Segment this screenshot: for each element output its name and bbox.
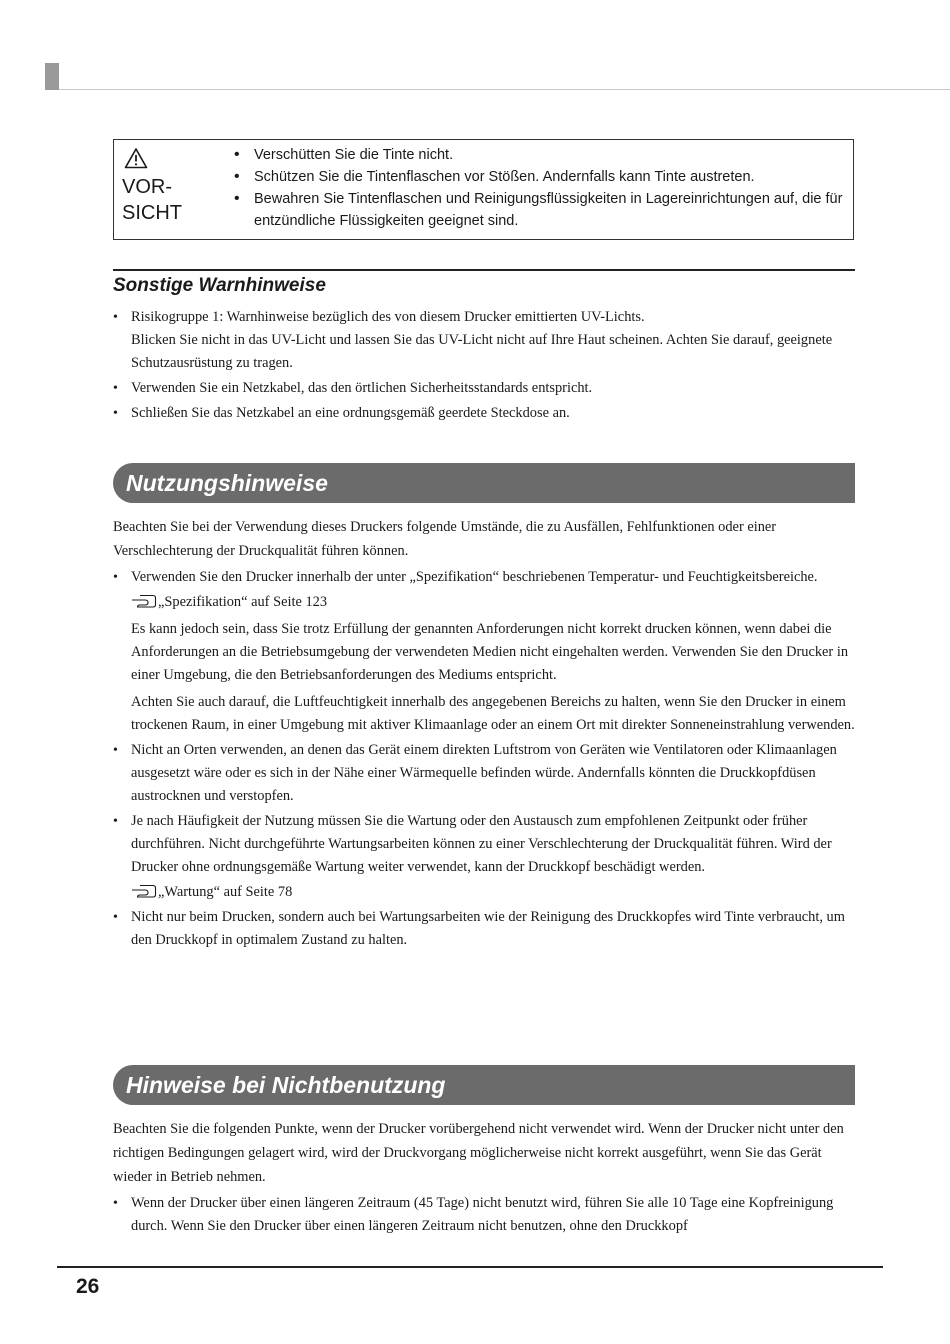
caution-label-line2: SICHT: [122, 202, 182, 224]
caution-label-line1: VOR-: [122, 176, 172, 198]
list-item-paragraph: Achten Sie auch darauf, die Luftfeuchtigkeit innerhalb des angegebenen Bereichs zu halten, wenn Sie den Drucker in einem trockenen Raum, in einer Umgebung mit aktiver Klimaanlage oder an einem Ort mit direkter Sonneneinstrahlung verwenden.: [131, 694, 855, 733]
list-item: [113, 810, 858, 904]
warning-triangle-icon: [124, 147, 148, 169]
list-item: • Verwenden Sie ein Netzkabel, das den örtlichen Sicherheitsstandards entspricht.: [113, 377, 858, 400]
list-item-paragraph: Es kann jedoch sein, dass Sie trotz Erfüllung der genannten Anforderungen nicht korrekt drucken können, wenn dabei die Anforderungen an die Betriebsumgebung der verwendeten Medien nicht eingehalten werden. Verwenden Sie den Drucker in einer Umgebung, die den Betriebsanforderungen des Mediums entspricht.: [131, 621, 849, 683]
cross-reference-text: „Spezifikation“ auf Seite 123: [158, 594, 328, 610]
cross-reference-text: „Wartung“ auf Seite 78: [158, 884, 293, 900]
section-band-usage: [113, 463, 855, 503]
list-item: • Nicht an Orten verwenden, an denen das Gerät einem direkten Luftstrom von Geräten wie Ventilatoren oder Klimaanlagen ausgesetzt wäre oder es sich in der Nähe einer Wärmequelle befinden würde. Andernfalls könnten die Druckkopfdüsen austrocknen und verstopfen.: [113, 739, 858, 808]
subheading-other-warnings: Sonstige Warnhinweise: [113, 275, 326, 296]
footer-rule: [57, 1266, 883, 1268]
other-warnings-list: [113, 306, 858, 427]
non-use-intro: Beachten Sie die folgenden Punkte, wenn der Drucker vorübergehend nicht verwendet wird. Wenn der Drucker nicht unter den richtigen Bedingungen gelagert wird, wird der Druckvorgang möglicherweise nicht korrekt ausgeführt, wenn Sie das Gerät wieder in Betrieb nehmen.: [113, 1121, 844, 1185]
section-title-usage: Nutzungshinweise: [126, 470, 328, 496]
list-item: • Schließen Sie das Netzkabel an eine ordnungsgemäß geerdete Steckdose an.: [113, 402, 858, 425]
list-item-text: • Je nach Häufigkeit der Nutzung müssen Sie die Wartung oder den Austausch zum empfohlenen Zeitpunkt oder früher durchführen. Nicht durchgeführte Wartungsarbeiten können zu einer Verschlechterung der Druckqualität führen. Wird der Drucker ohne ordnungsgemäße Wartung weiter verwendet, kann der Druckkopf beschädigt werden.: [131, 813, 832, 875]
pointing-hand-icon: [131, 594, 157, 609]
header-rule: [59, 89, 950, 90]
caution-item: • Verschütten Sie die Tinte nicht.: [234, 144, 844, 166]
non-use-list: [113, 1192, 858, 1240]
caution-box: [113, 139, 854, 240]
list-item: [113, 566, 858, 737]
list-item-text: Blicken Sie nicht in das UV-Licht und lassen Sie das UV-Licht nicht auf Ihre Haut scheinen. Achten Sie darauf, geeignete Schutzausrüstung zu tragen.: [131, 332, 833, 371]
list-item: • Wenn der Drucker über einen längeren Zeitraum (45 Tage) nicht benutzt wird, führen Sie alle 10 Tage eine Kopfreinigung durch. Wenn Sie den Drucker über einen längeren Zeitraum nicht benutzen, ohne den Druckkopf: [113, 1192, 858, 1238]
caution-list: [234, 144, 844, 232]
cross-reference-link[interactable]: [131, 881, 858, 904]
usage-intro: Beachten Sie bei der Verwendung dieses Druckers folgende Umstände, die zu Ausfällen, Fehlfunktionen oder einer Verschlechterung der Druckqualität führen können.: [113, 519, 777, 559]
list-item-text: • Risikogruppe 1: Warnhinweise bezüglich des von diesem Drucker emittierten UV-Lichts.: [131, 309, 645, 325]
cross-reference-link[interactable]: [131, 591, 858, 614]
subheading-rule: [113, 269, 855, 271]
pointing-hand-icon: [131, 884, 157, 899]
caution-item: • Bewahren Sie Tintenflaschen und Reinigungsflüssigkeiten in Lagereinrichtungen auf, die für entzündliche Flüssigkeiten geeignet sind.: [234, 188, 844, 232]
caution-item: • Schützen Sie die Tintenflaschen vor Stößen. Andernfalls kann Tinte austreten.: [234, 166, 844, 188]
usage-list: [113, 566, 858, 954]
header-tab-marker: [45, 63, 59, 90]
caution-label: [122, 174, 182, 226]
list-item: • Nicht nur beim Drucken, sondern auch bei Wartungsarbeiten wie der Reinigung des Druckkopfes wird Tinte verbraucht, um den Druckkopf in optimalem Zustand zu halten.: [113, 906, 858, 952]
list-item: [113, 306, 858, 375]
list-item-text: • Verwenden Sie den Drucker innerhalb der unter „Spezifikation“ beschriebenen Temperatur- und Feuchtigkeitsbereiche.: [131, 569, 818, 585]
section-band-non-use: [113, 1065, 855, 1105]
page-number: 26: [76, 1275, 100, 1298]
section-title-non-use: Hinweise bei Nichtbenutzung: [126, 1072, 446, 1098]
